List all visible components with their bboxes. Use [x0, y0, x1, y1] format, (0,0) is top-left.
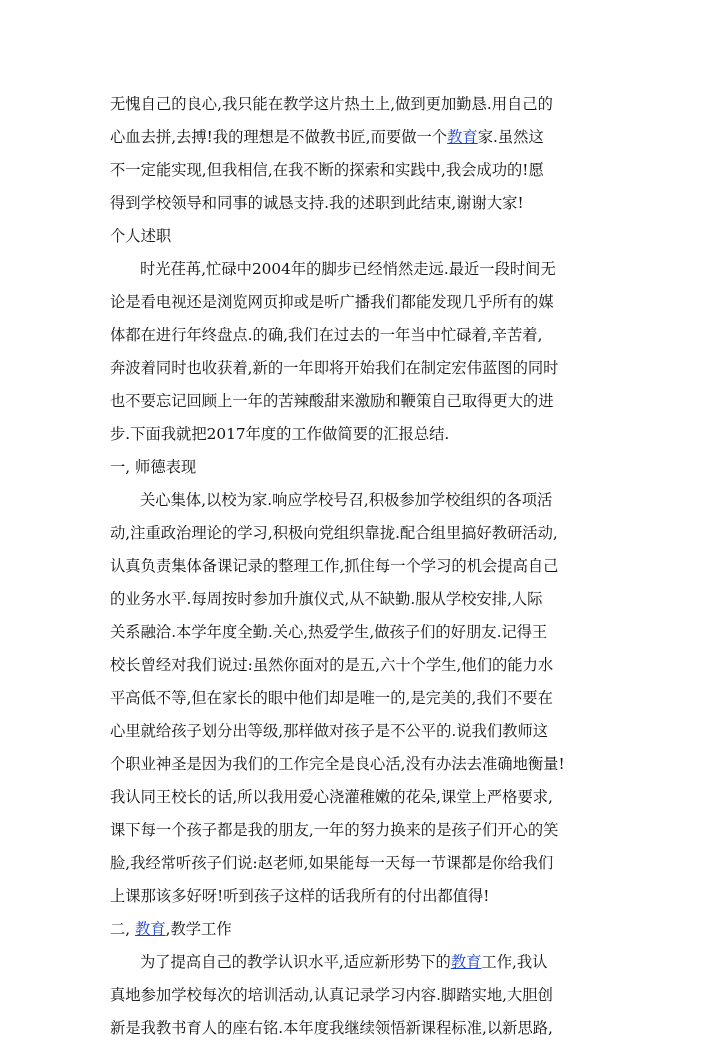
text-line: [110, 121, 620, 154]
text-line: [110, 187, 620, 220]
text-segment: 为了提高自己的教学认识水平,适应新形势下的: [140, 953, 451, 971]
text-segment: 关心集体,以校为家.响应学校号召,积极参加学校组织的各项活: [140, 491, 553, 509]
text-line: [110, 418, 620, 451]
text-segment: 的业务水平.每周按时参加升旗仪式,从不缺勤.服从学校安排,人际: [110, 590, 543, 608]
education-link[interactable]: 教育: [447, 128, 478, 146]
text-line: [110, 946, 620, 979]
section-heading: [110, 451, 620, 484]
text-line: [110, 88, 620, 121]
text-line: [110, 517, 620, 550]
education-link[interactable]: 教育: [450, 953, 482, 971]
text-segment: 个人述职: [110, 227, 172, 245]
text-line: [110, 616, 620, 649]
text-line: [110, 649, 620, 682]
text-line: [110, 385, 620, 418]
text-line: [110, 979, 620, 1012]
text-segment: 体都在进行年终盘点.的确,我们在过去的一年当中忙碌着,辛苦着,: [110, 326, 543, 344]
text-line: [110, 1012, 620, 1045]
text-segment: 新是我教书育人的座右铭.本年度我继续领悟新课程标准,以新思路,: [110, 1019, 553, 1037]
document-page: [110, 88, 620, 1045]
text-segment: 奔波着同时也收获着,新的一年即将开始我们在制定宏伟蓝图的同时: [110, 359, 559, 377]
text-line: [110, 715, 620, 748]
text-line: [110, 550, 620, 583]
text-line: [110, 154, 620, 187]
text-segment: 家.虽然这: [477, 128, 544, 146]
text-segment: 我认同王校长的话,所以我用爱心浇灌稚嫩的花朵,课堂上严格要求,: [110, 788, 553, 806]
text-line: [110, 880, 620, 913]
text-segment: ,教学工作: [165, 920, 232, 938]
text-line: [110, 253, 620, 286]
text-segment: 课下每一个孩子都是我的朋友,一年的努力换来的是孩子们开心的笑: [110, 821, 559, 839]
text-segment: 论是看电视还是浏览网页抑或是听广播我们都能发现几乎所有的媒: [110, 293, 554, 311]
text-line: [110, 583, 620, 616]
text-segment: 校长曾经对我们说过:虽然你面对的是五,六十个学生,他们的能力水: [110, 656, 554, 674]
text-segment: 上课那该多好呀!听到孩子这样的话我所有的付出都值得!: [110, 887, 490, 905]
text-line: [110, 748, 620, 781]
text-segment: 关系融洽.本学年度全勤.关心,热爱学生,做孩子们的好朋友.记得王: [110, 623, 548, 641]
text-segment: 真地参加学校每次的培训活动,认真记录学习内容.脚踏实地,大胆创: [110, 986, 553, 1004]
text-segment: 脸,我经常听孩子们说:赵老师,如果能每一天每一节课都是你给我们: [110, 854, 554, 872]
text-segment: 平高低不等,但在家长的眼中他们却是唯一的,是完美的,我们不要在: [110, 689, 553, 707]
text-segment: 步.下面我就把2017年度的工作做简要的汇报总结.: [110, 425, 450, 443]
section-heading: [110, 913, 620, 946]
text-line: [110, 286, 620, 319]
section-heading: [110, 220, 620, 253]
education-link[interactable]: 教育: [135, 920, 166, 938]
text-segment: 动,注重政治理论的学习,积极向党组织靠拢.配合组里搞好教研活动,: [110, 524, 558, 542]
text-segment: 不一定能实现,但我相信,在我不断的探索和实践中,我会成功的!愿: [110, 161, 544, 179]
text-line: [110, 319, 620, 352]
text-line: [110, 352, 620, 385]
text-segment: 二,: [110, 920, 136, 938]
text-segment: 个职业神圣是因为我们的工作完全是良心活,没有办法去准确地衡量!: [110, 755, 565, 773]
text-segment: 心里就给孩子划分出等级,那样做对孩子是不公平的.说我们教师这: [110, 722, 549, 740]
text-line: [110, 814, 620, 847]
text-line: [110, 484, 620, 517]
text-line: [110, 682, 620, 715]
text-segment: 时光荏苒,忙碌中2004年的脚步已经悄然走远.最近一段时间无: [140, 260, 556, 278]
text-segment: 心血去拼,去搏!我的理想是不做教书匠,而要做一个: [110, 128, 448, 146]
text-segment: 得到学校领导和同事的诚恳支持.我的述职到此结束,谢谢大家!: [110, 194, 524, 212]
text-segment: 一, 师德表现: [110, 458, 197, 476]
text-segment: 工作,我认: [481, 953, 548, 971]
text-segment: 认真负责集体备课记录的整理工作,抓住每一个学习的机会提高自己: [110, 557, 559, 575]
text-segment: 也不要忘记回顾上一年的苦辣酸甜来激励和鞭策自己取得更大的进: [110, 392, 554, 410]
text-line: [110, 781, 620, 814]
text-segment: 无愧自己的良心,我只能在教学这片热土上,做到更加勤恳.用自己的: [110, 95, 553, 113]
text-line: [110, 847, 620, 880]
